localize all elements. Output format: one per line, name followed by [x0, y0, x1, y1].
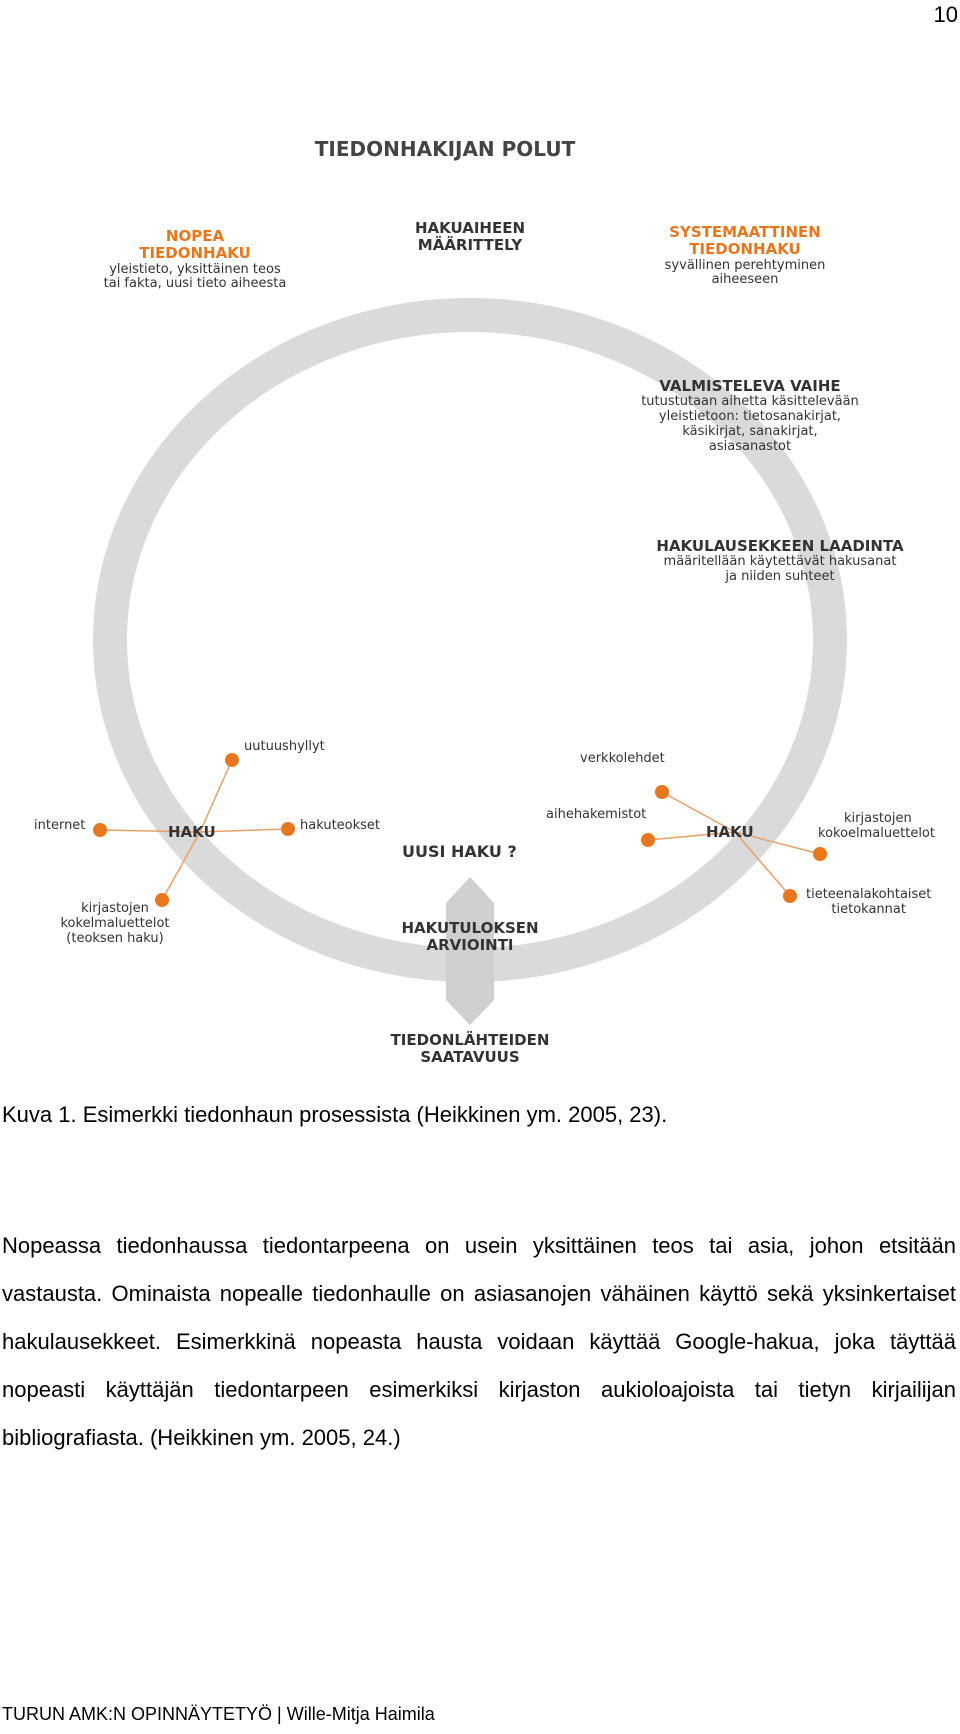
tieteenala-dot [783, 889, 797, 903]
node-tieteenala: tieteenalakohtaiset tietokannat [806, 887, 932, 917]
left-hub-label: HAKU [168, 823, 216, 841]
internet-dot [93, 823, 107, 837]
availability-label: TIEDONLÄHTEIDEN SAATAVUUS [390, 1031, 550, 1067]
node-aihehakemistot: aihehakemistot [546, 807, 647, 822]
verkkolehdet-dot [655, 785, 669, 799]
systematic-search-label: SYSTEMAATTINEN TIEDONHAKU syvällinen perehtyminen aiheeseen [664, 223, 826, 288]
results-evaluation-label: HAKUTULOKSEN ARVIOINTI [401, 919, 539, 955]
quick-search-label: NOPEA TIEDONHAKU yleistieto, yksittäinen teos tai fakta, uusi tieto aiheesta [103, 227, 287, 292]
page-footer: TURUN AMK:N OPINNÄYTETYÖ | Wille-Mitja Haimila [2, 1704, 435, 1724]
query-formulation-label: HAKULAUSEKKEEN LAADINTA määritellään käytettävät hakusanat ja niiden suhteet [656, 537, 904, 585]
node-kirjastojen-right: kirjastojen kokoelmaluettelot [818, 811, 935, 841]
right-hub-label: HAKU [706, 823, 754, 841]
hakuteokset-dot [281, 822, 295, 836]
node-uutuushyllyt: uutuushyllyt [244, 739, 325, 754]
preparatory-phase-label: VALMISTELEVA VAIHE tutustutaan aihetta käsittelevään yleistietoon: tietosanakirjat, käsikirjat, sanakirjat, asiasanastot [641, 377, 859, 455]
figure-title: TIEDONHAKIJAN POLUT [314, 137, 576, 161]
page-number: 10 [933, 2, 958, 27]
new-search-label: UUSI HAKU ? [402, 842, 517, 861]
node-verkkolehdet: verkkolehdet [580, 751, 665, 766]
node-internet: internet [34, 818, 86, 833]
search-paths-figure [0, 120, 960, 1080]
uutuushyllyt-dot [225, 753, 239, 767]
node-kirjastojen-left: kirjastojen kokelmaluettelot (teoksen haku) [60, 901, 170, 946]
figure-caption: Kuva 1. Esimerkki tiedonhaun prosessista (Heikkinen ym. 2005, 23). [2, 1102, 668, 1127]
node-hakuteokset: hakuteokset [300, 818, 381, 833]
aihehakemistot-dot [641, 833, 655, 847]
kirjastojen-right-dot [813, 847, 827, 861]
body-paragraph: Nopeassa tiedonhaussa tiedontarpeena on usein yksittäinen teos tai asia, johon etsitään vastausta. Ominaista nopealle tiedonhaulle on asiasanojen vähäinen käyttö sekä yksinkertaiset hakulausekkeet. Esimerkkinä nopeasta hausta voidaan käyttää Google-hakua, joka täyttää nopeasti käyttäjän tiedontarpeen esimerkiksi kirjaston aukioloajoista tai tietyn kirjailijan bibliografiasta. (Heikkinen ym. 2005, 24.) [2, 1233, 956, 1450]
topic-definition-label: HAKUAIHEEN MÄÄRITTELY [414, 219, 526, 255]
